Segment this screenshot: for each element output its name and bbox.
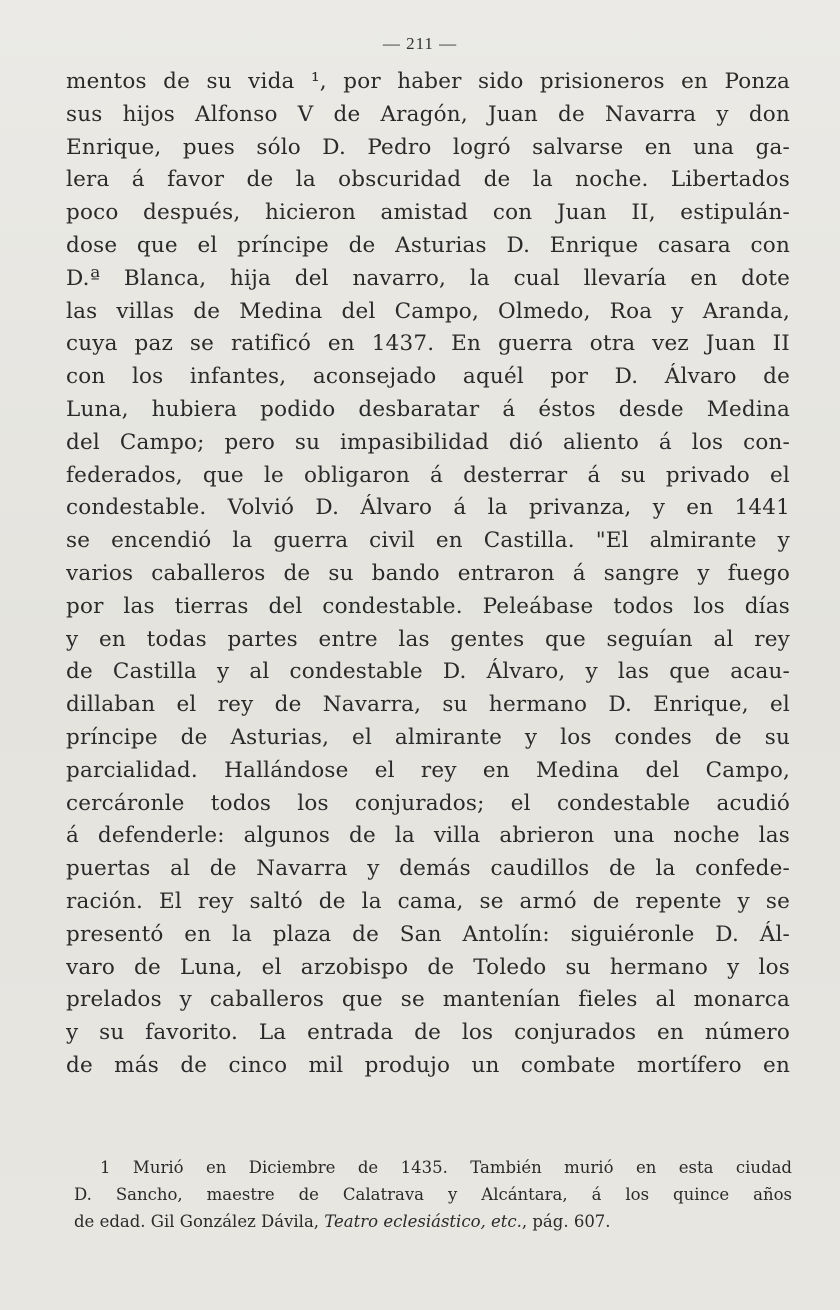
text-line: varios caballeros de su bando entraron á sangre y fuego bbox=[66, 560, 790, 586]
footnote-citation-title: Teatro eclesiástico, etc. bbox=[324, 1212, 522, 1231]
text-line: y en todas partes entre las gentes que seguían al rey bbox=[66, 626, 790, 652]
text-line: federados, que le obligaron á desterrar á su privado el bbox=[66, 462, 790, 488]
text-line: cercáronle todos los conjurados; el condestable acudió bbox=[66, 790, 790, 816]
text-line: de más de cinco mil produjo un combate mortífero en bbox=[66, 1052, 790, 1078]
text-line: por las tierras del condestable. Peleábase todos los días bbox=[66, 593, 790, 619]
footnote bbox=[74, 1154, 792, 1235]
text-line: á defenderle: algunos de la villa abrieron una noche las bbox=[66, 823, 790, 849]
text-line: Enrique, pues sólo D. Pedro logró salvarse en una ga- bbox=[66, 134, 790, 160]
footnote-text: de edad. Gil González Dávila, bbox=[74, 1212, 320, 1231]
footnote-line bbox=[74, 1208, 792, 1235]
footnote-text: , pág. 607. bbox=[521, 1212, 611, 1231]
text-line: de Castilla y al condestable D. Álvaro, y las que acau- bbox=[66, 659, 790, 685]
text-line: dillaban el rey de Navarra, su hermano D. Enrique, el bbox=[66, 692, 790, 718]
body-text bbox=[66, 66, 790, 1083]
footnote-line: 1 Murió en Diciembre de 1435. También murió en esta ciudad bbox=[100, 1158, 792, 1177]
text-line: del Campo; pero su impasibilidad dió aliento á los con- bbox=[66, 429, 790, 455]
text-line: prelados y caballeros que se mantenían fieles al monarca bbox=[66, 987, 790, 1013]
text-line: y su favorito. La entrada de los conjurados en número bbox=[66, 1020, 790, 1046]
text-line: varo de Luna, el arzobispo de Toledo su hermano y los bbox=[66, 954, 790, 980]
text-line: D.ª Blanca, hija del navarro, la cual llevaría en dote bbox=[66, 265, 790, 291]
text-line: sus hijos Alfonso V de Aragón, Juan de Navarra y don bbox=[66, 101, 790, 127]
page-number: — 211 — bbox=[382, 34, 458, 53]
text-line: se encendió la guerra civil en Castilla. "El almirante y bbox=[66, 528, 790, 554]
text-line: las villas de Medina del Campo, Olmedo, Roa y Aranda, bbox=[66, 298, 790, 324]
text-line: mentos de su vida ¹, por haber sido prisioneros en Ponza bbox=[66, 69, 790, 94]
text-line: lera á favor de la obscuridad de la noche. Libertados bbox=[66, 167, 790, 193]
text-line: presentó en la plaza de San Antolín: siguiéronle D. Ál- bbox=[66, 921, 790, 947]
text-line: ración. El rey saltó de la cama, se armó de repente y se bbox=[66, 888, 790, 914]
text-line: puertas al de Navarra y demás caudillos de la confede- bbox=[66, 856, 790, 882]
text-line: condestable. Volvió D. Álvaro á la privanza, y en 1441 bbox=[66, 495, 790, 521]
text-line: cuya paz se ratificó en 1437. En guerra otra vez Juan II bbox=[66, 331, 790, 357]
footnote-line: D. Sancho, maestre de Calatrava y Alcántara, á los quince años bbox=[74, 1185, 792, 1204]
text-line: dose que el príncipe de Asturias D. Enrique casara con bbox=[66, 232, 790, 258]
text-line: príncipe de Asturias, el almirante y los condes de su bbox=[66, 724, 790, 750]
text-line: Luna, hubiera podido desbaratar á éstos desde Medina bbox=[66, 396, 790, 422]
text-line: parcialidad. Hallándose el rey en Medina del Campo, bbox=[66, 757, 790, 783]
text-line: poco después, hicieron amistad con Juan II, estipulán- bbox=[66, 200, 790, 226]
text-line: con los infantes, aconsejado aquél por D. Álvaro de bbox=[66, 364, 790, 390]
